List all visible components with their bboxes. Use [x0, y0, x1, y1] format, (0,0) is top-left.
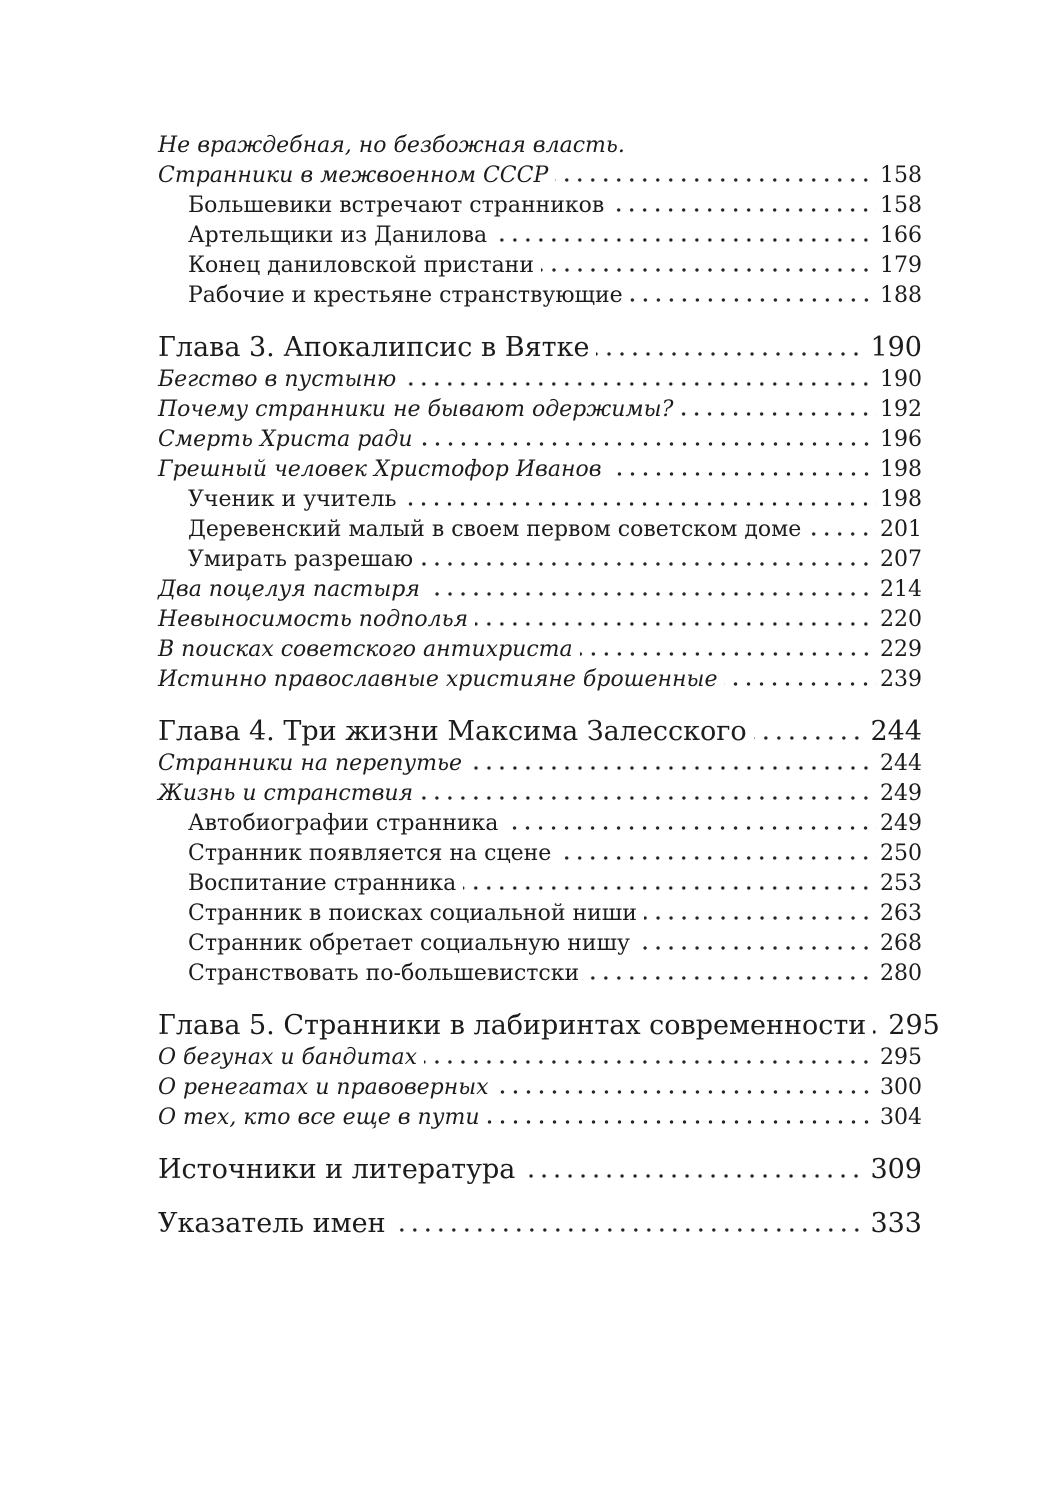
dot-leader [420, 796, 877, 800]
toc-entry-page: 198 [880, 457, 922, 482]
toc-entry [158, 715, 922, 749]
toc-entry-title: Глава 3. Апокалипсис в Вятке [158, 332, 590, 363]
dot-leader [596, 352, 867, 356]
toc-entry-page: 250 [880, 841, 922, 866]
toc-entry [158, 959, 922, 989]
toc-entry [158, 191, 922, 221]
dot-leader [522, 1174, 867, 1178]
dot-leader [644, 916, 877, 920]
toc-entry [158, 1207, 922, 1241]
toc-entry-page: 179 [880, 253, 922, 278]
toc-entry-page: 249 [880, 811, 922, 836]
toc-entry-title: Почему странники не бывают одержимы? [158, 397, 674, 422]
toc-entry-title: Странники на перепутье [158, 751, 463, 776]
dot-leader [558, 856, 877, 860]
toc-entry-title: Воспитание странника [188, 871, 457, 896]
toc-entry [158, 749, 922, 779]
toc-entry [158, 1103, 922, 1133]
toc-entry-title: О тех, кто все еще в пути [158, 1105, 480, 1130]
dot-leader [403, 502, 877, 506]
toc-entry-title: Умирать разрешаю [188, 547, 414, 572]
dot-leader [420, 562, 877, 566]
toc-entry-page: 192 [880, 397, 922, 422]
toc-entry-title: Жизнь и странствия [158, 781, 414, 806]
toc-entry-title: Странник появляется на сцене [188, 841, 552, 866]
toc-entry [158, 1043, 922, 1073]
toc-entry-page: 166 [880, 223, 922, 248]
toc-entry-title: Странствовать по-большевистски [188, 961, 580, 986]
toc-entry-page: 188 [880, 283, 922, 308]
toc-entry-title: Рабочие и крестьяне странствующие [188, 283, 623, 308]
toc-entry-page: 304 [880, 1105, 922, 1130]
toc-entry-page: 244 [870, 716, 922, 747]
toc-entry-page: 158 [880, 193, 922, 218]
toc-entry-page: 190 [870, 332, 922, 363]
toc-entry-title: Странники в межвоенном СССР [158, 163, 549, 188]
dot-leader [754, 736, 868, 740]
toc-entry-title: Большевики встречают странников [188, 193, 605, 218]
toc-entry [158, 545, 922, 575]
toc-entry [158, 899, 922, 929]
toc-entry-title: Не враждебная, но безбожная власть. [158, 133, 625, 158]
dot-leader [403, 382, 877, 386]
dot-leader [427, 592, 877, 596]
toc-entry-page: 244 [880, 751, 922, 776]
toc-entry-page: 249 [880, 781, 922, 806]
toc-entry-page: 196 [880, 427, 922, 452]
toc-entry [158, 605, 922, 635]
toc-entry [158, 839, 922, 869]
dot-leader [873, 1030, 885, 1034]
toc-entry-title: Конец даниловской пристани [188, 253, 535, 278]
toc-entry-page: 214 [880, 577, 922, 602]
toc-entry [158, 365, 922, 395]
toc-entry-title: О ренегатах и правоверных [158, 1075, 489, 1100]
toc-entry-title: Бегство в пустыню [158, 367, 397, 392]
toc-entry-page: 263 [880, 901, 922, 926]
toc-entry-title: Невыносимость подполья [158, 607, 469, 632]
toc-entry-page: 229 [880, 637, 922, 662]
toc-entry [158, 779, 922, 809]
toc-entry [158, 515, 922, 545]
toc-entry-title: Источники и литература [158, 1154, 516, 1185]
toc-entry [158, 869, 922, 899]
toc-entry [158, 575, 922, 605]
dot-leader [424, 1060, 877, 1064]
toc-entry-title: Деревенский малый в своем первом советском доме [188, 517, 802, 542]
dot-leader [724, 682, 877, 686]
dot-leader [420, 442, 877, 446]
toc-entry-page: 295 [888, 1010, 940, 1041]
dot-leader [496, 1090, 877, 1094]
toc-entry-page: 201 [880, 517, 922, 542]
toc-entry [158, 635, 922, 665]
toc-entry-title: Странник в поисках социальной ниши [188, 901, 637, 926]
dot-leader [475, 622, 877, 626]
dot-leader [611, 208, 877, 212]
toc-entry-page: 300 [880, 1075, 922, 1100]
dot-leader [630, 298, 877, 302]
toc-entry [158, 425, 922, 455]
toc-entry [158, 395, 922, 425]
toc-entry-page: 295 [880, 1045, 922, 1070]
toc-entry-title: Глава 5. Странники в лабиринтах современности [158, 1010, 867, 1041]
toc-entry-title: Артельщики из Данилова [188, 223, 488, 248]
toc-entry-title: Смерть Христа ради [158, 427, 413, 452]
dot-leader [586, 976, 877, 980]
dot-leader [393, 1228, 868, 1232]
toc-entry-page: 253 [880, 871, 922, 896]
toc-entry [158, 809, 922, 839]
toc-entry-page: 190 [880, 367, 922, 392]
toc-entry [158, 1073, 922, 1103]
table-of-contents [158, 131, 940, 1241]
toc-entry-page: 309 [870, 1154, 922, 1185]
dot-leader [469, 766, 877, 770]
toc-entry-title: Странник обретает социальную нишу [188, 931, 630, 956]
toc-entry-title: О бегунах и бандитах [158, 1045, 418, 1070]
toc-entry [158, 251, 922, 281]
toc-entry-page: 239 [880, 667, 922, 692]
toc-entry-title: Автобиографии странника [188, 811, 499, 836]
dot-leader [609, 472, 877, 476]
toc-entry-page: 207 [880, 547, 922, 572]
dot-leader [637, 946, 877, 950]
toc-entry-page: 333 [870, 1208, 922, 1239]
dot-leader [680, 412, 877, 416]
dot-leader [487, 1120, 878, 1124]
toc-entry-page: 158 [880, 163, 922, 188]
dot-leader [505, 826, 877, 830]
dot-leader [555, 178, 877, 182]
dot-leader [541, 268, 877, 272]
toc-entry [158, 929, 922, 959]
toc-entry [158, 281, 922, 311]
dot-leader [494, 238, 877, 242]
toc-entry [158, 1153, 922, 1187]
toc-entry-title: Два поцелуя пастыря [158, 577, 420, 602]
toc-entry-title: Глава 4. Три жизни Максима Залесского [158, 716, 747, 747]
toc-entry-title: Истинно православные християне брошенные [158, 667, 718, 692]
toc-entry [158, 485, 922, 515]
toc-entry-title: Указатель имен [158, 1208, 386, 1239]
toc-entry [158, 161, 922, 191]
toc-entry [158, 1009, 940, 1043]
toc-entry-page: 280 [880, 961, 922, 986]
dot-leader [808, 532, 877, 536]
toc-entry [158, 221, 922, 251]
toc-entry [158, 455, 922, 485]
toc-entry [158, 665, 922, 695]
toc-entry-title: Грешный человек Христофор Иванов [158, 457, 602, 482]
toc-entry-page: 220 [880, 607, 922, 632]
toc-entry-title: В поисках советского антихриста [158, 637, 573, 662]
toc-entry-title: Ученик и учитель [188, 487, 397, 512]
dot-leader [463, 886, 877, 890]
toc-entry [158, 331, 922, 365]
toc-entry-page: 268 [880, 931, 922, 956]
dot-leader [580, 652, 877, 656]
toc-entry-page: 198 [880, 487, 922, 512]
toc-entry [158, 131, 922, 161]
